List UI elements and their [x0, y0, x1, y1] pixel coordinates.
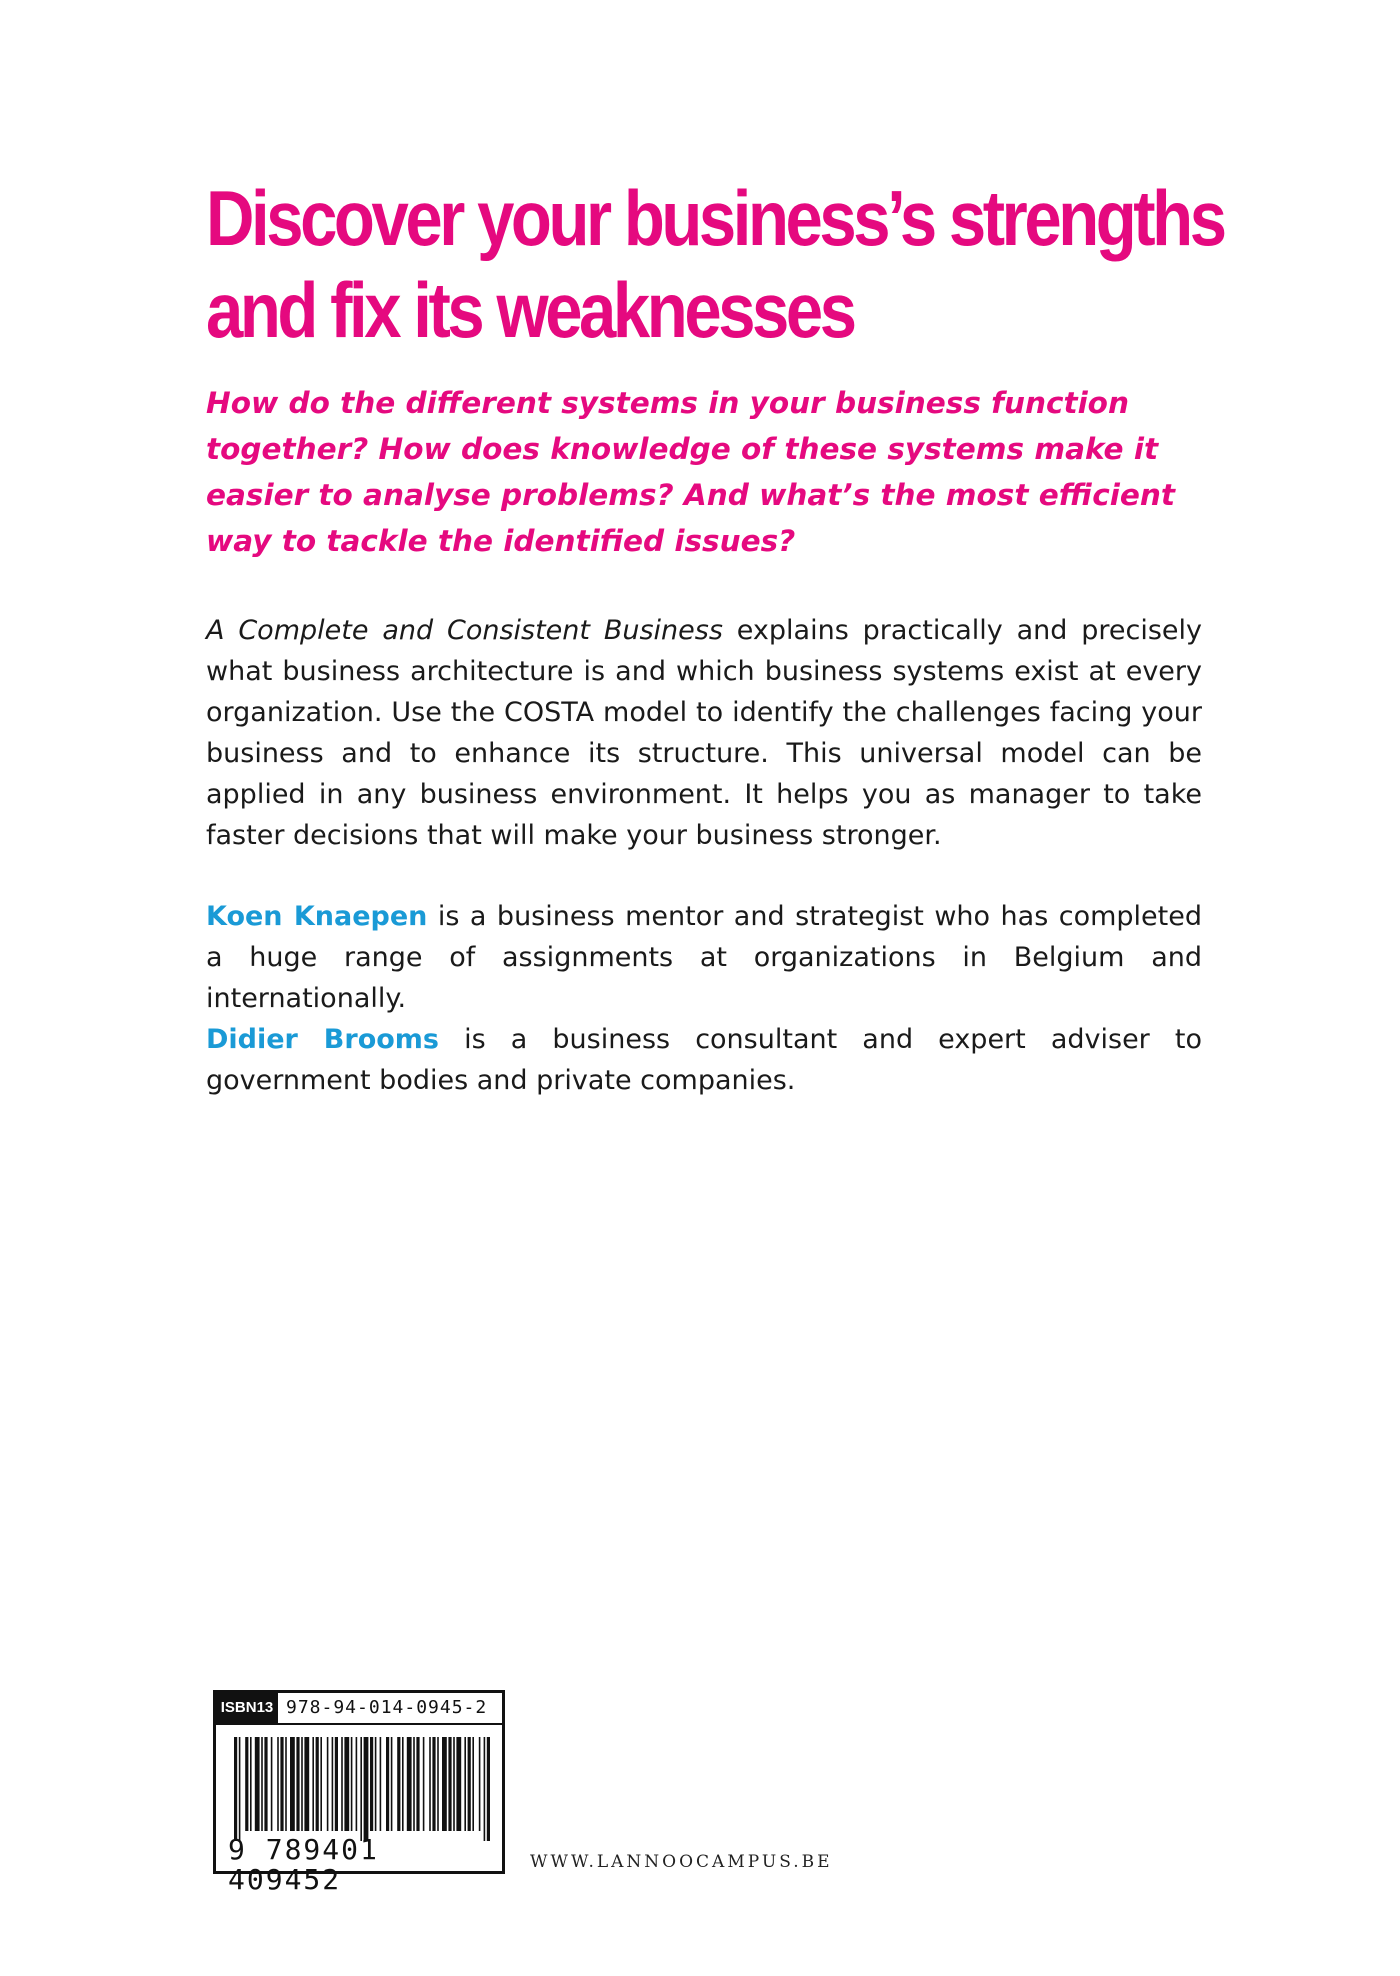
barcode-bar: [437, 1737, 439, 1831]
isbn-number: 978-94-014-0945-2: [286, 1697, 488, 1718]
barcode-bar: [487, 1737, 490, 1841]
barcode-bar: [332, 1737, 334, 1831]
book-description: [206, 610, 1202, 856]
isbn-label: ISBN13: [216, 1693, 278, 1723]
barcode-bar: [271, 1737, 273, 1831]
barcode-bar: [280, 1737, 283, 1831]
barcode-bar: [442, 1737, 447, 1831]
barcode-bar: [304, 1737, 309, 1831]
barcode-bar: [285, 1737, 287, 1831]
barcode-bar: [453, 1737, 455, 1831]
barcode-bar: [261, 1737, 263, 1831]
barcode-bar: [327, 1737, 329, 1831]
barcode-bar: [264, 1737, 267, 1831]
author-bios: [206, 896, 1202, 1101]
author-bio-1: is a business mentor and strategist who has completed a huge range of assignments at organizations in Belgium and internationally.: [206, 901, 1203, 1014]
barcode-bar: [402, 1737, 404, 1831]
barcode-bar: [320, 1737, 322, 1831]
barcode-bar: [386, 1737, 389, 1831]
barcode-bar: [429, 1737, 431, 1831]
barcode-bar: [397, 1737, 400, 1831]
author-name-1: Koen Knaepen: [206, 901, 428, 932]
barcode-bar: [344, 1737, 349, 1831]
headline-line-1: Discover your business’s strengths: [206, 174, 1224, 262]
barcode-bar: [255, 1737, 260, 1831]
barcode-bar: [416, 1737, 419, 1831]
barcode-bar: [468, 1737, 471, 1831]
barcode-bar: [456, 1737, 461, 1831]
barcode-bar: [380, 1737, 382, 1831]
barcode-bar: [423, 1737, 425, 1831]
barcode-bar: [341, 1737, 343, 1831]
barcode-bar: [316, 1737, 319, 1831]
description-text: explains practically and precisely what business architecture is and which business systems exist at every organization. Use the COSTA model to identify the challenges facing your business and to enhance its structure. This universal model can be applied in any business environment. It helps you as manager to take faster decisions that will make your business stronger.: [206, 615, 1202, 851]
barcode-bar: [277, 1737, 279, 1831]
barcode-bar: [484, 1737, 486, 1841]
barcode-bar: [370, 1737, 373, 1831]
headline: [206, 172, 1224, 356]
barcode-bar: [290, 1737, 295, 1831]
intro-questions: How do the different systems in your business function together? How does knowledge of these systems make it easier to analyse problems? And what’s the most efficient way to tackle the identified issues?: [206, 386, 1176, 558]
author-name-2: Didier Brooms: [206, 1024, 439, 1055]
book-title: A Complete and Consistent Business: [206, 615, 723, 646]
barcode-bar: [312, 1737, 314, 1831]
barcode-bar: [301, 1737, 303, 1831]
barcode-bar: [360, 1737, 362, 1841]
barcode-bar: [250, 1737, 252, 1831]
barcode-bar: [296, 1737, 299, 1831]
barcode-bar: [472, 1737, 474, 1831]
barcode-bar: [413, 1737, 415, 1831]
barcode-bar: [375, 1737, 377, 1831]
barcode-bar: [407, 1737, 412, 1831]
publisher-website: WWW.LANNOOCAMPUS.BE: [530, 1852, 833, 1872]
barcode-bar: [479, 1737, 481, 1831]
barcode-bar: [448, 1737, 451, 1831]
barcode-bar: [432, 1737, 435, 1831]
barcode-bar: [391, 1737, 393, 1831]
barcode-bar: [335, 1737, 338, 1831]
author-bio-2: is a business consultant and expert adviser to government bodies and private companies.: [206, 1024, 1202, 1096]
barcode-bar: [464, 1737, 466, 1831]
barcode-bar: [351, 1737, 353, 1831]
barcode-bars: [232, 1737, 494, 1841]
barcode-bar: [364, 1737, 369, 1841]
barcode-bar: [234, 1737, 237, 1841]
barcode-bar: [356, 1737, 358, 1831]
isbn-barcode: [213, 1690, 505, 1896]
isbn-divider: [216, 1723, 502, 1725]
barcode-bar: [239, 1737, 241, 1841]
headline-line-2: and fix its weaknesses: [206, 266, 854, 354]
barcode-bar: [245, 1737, 248, 1831]
barcode-digits: 9 789401 409452: [228, 1833, 379, 1896]
